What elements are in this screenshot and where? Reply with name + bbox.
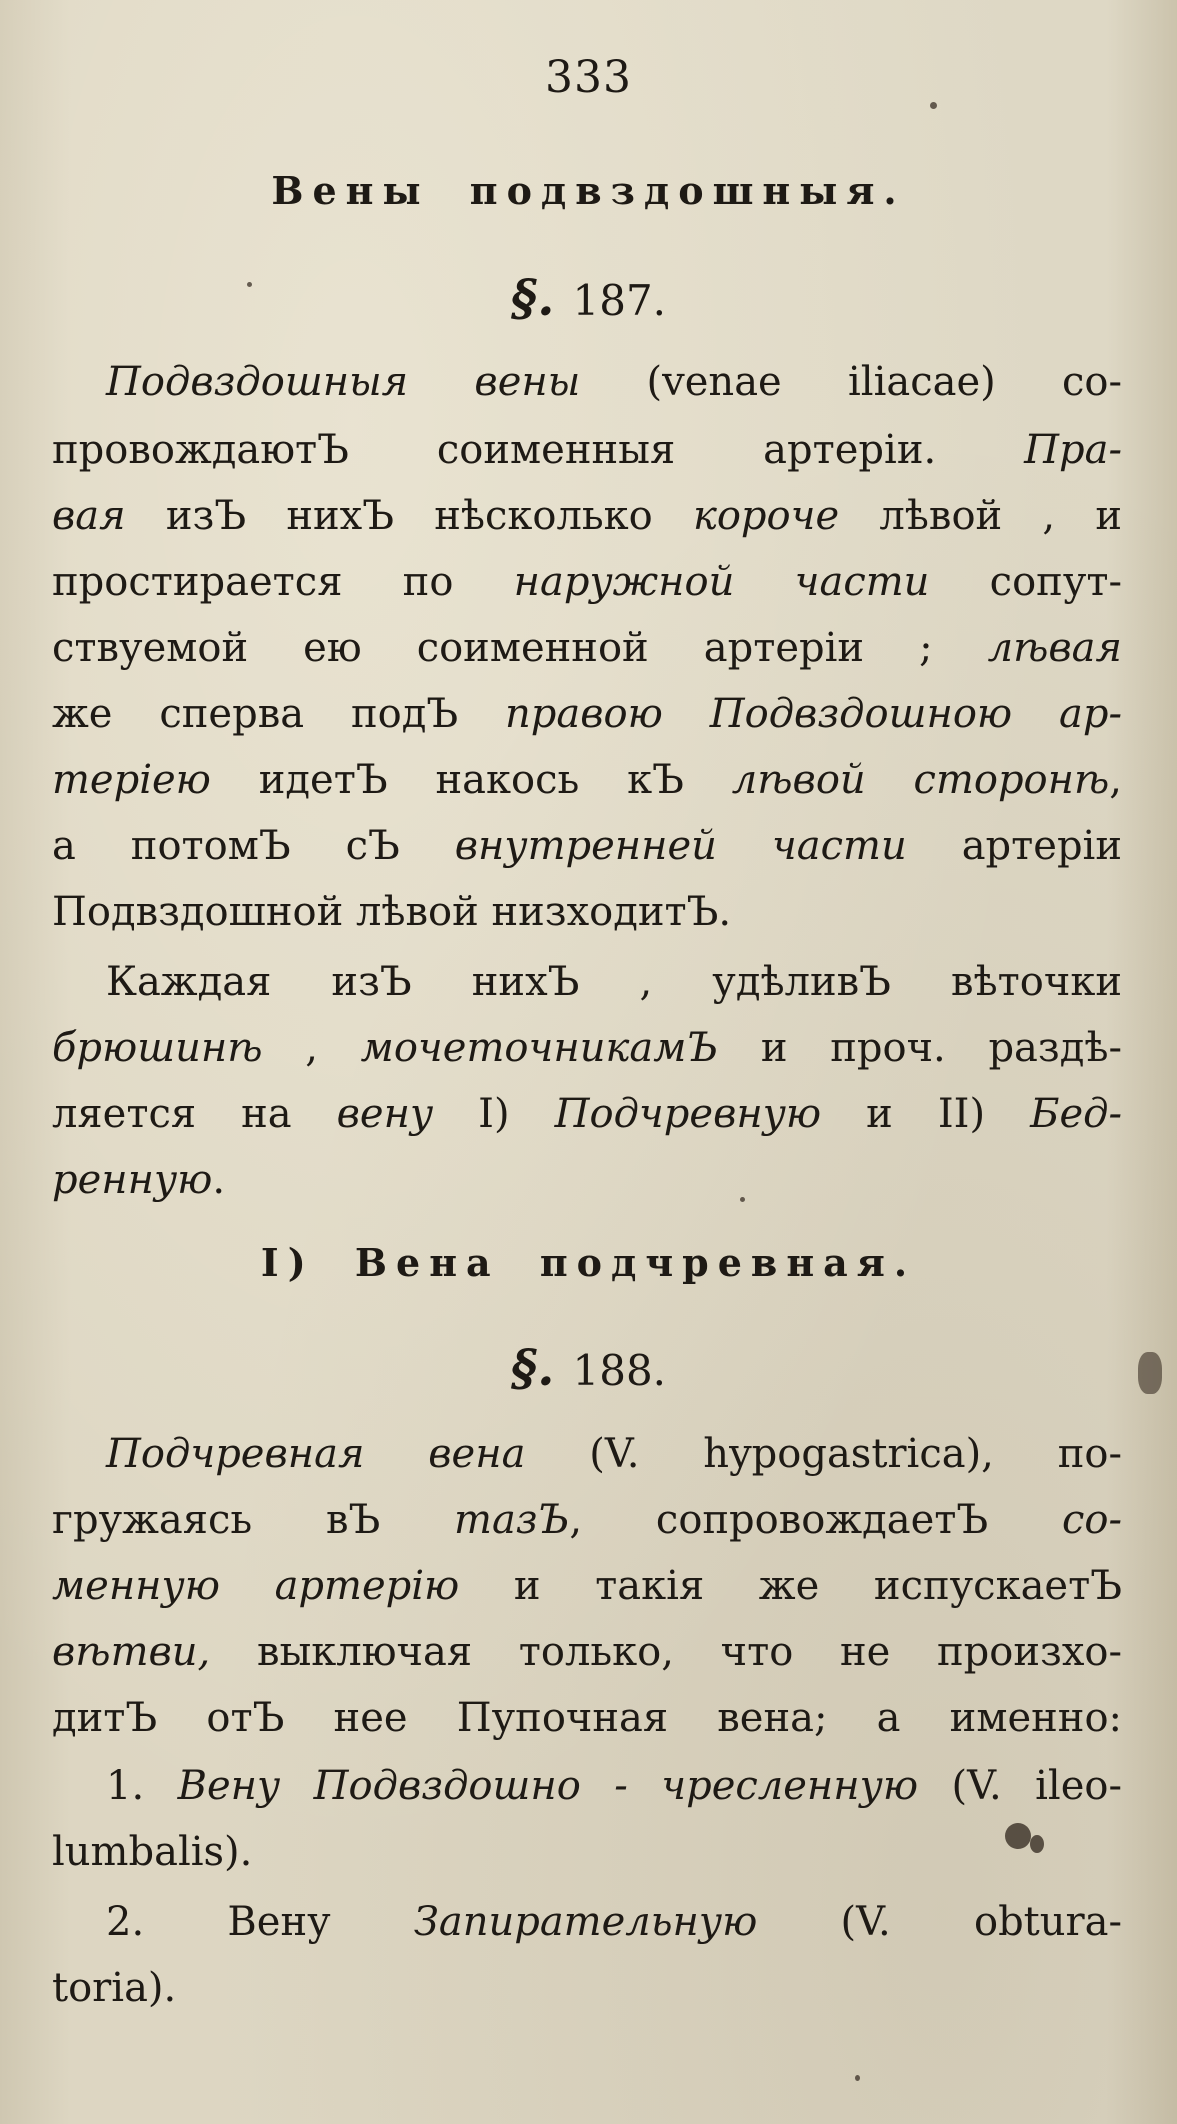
- ink-speck: [855, 2075, 860, 2081]
- paragraph-line: теріею идетЪ накось кЪ лѣвой сторонѣ,: [52, 757, 1122, 803]
- paragraph-line: Подвздошныя вены (venae iliacae) со-: [106, 359, 1122, 405]
- paragraph-line: же сперва подЪ правою Подвздошною ар-: [52, 691, 1123, 737]
- ink-speck: [930, 102, 937, 109]
- paragraph-line: брюшинѣ , мочеточникамЪ и проч. раздѣ-: [52, 1025, 1122, 1071]
- paragraph-line: провождаютЪ соименныя артеріи. Пра-: [52, 427, 1122, 473]
- paragraph-line: вая изЪ нихЪ нѣсколько короче лѣвой , и: [52, 493, 1122, 539]
- paragraph-line: а потомЪ сЪ внутренней части артеріи: [52, 823, 1123, 869]
- paragraph-line: Подчревная вена (V. hypogastrica), по-: [106, 1431, 1122, 1477]
- subsection-heading: I) Вена подчревная.: [260, 1240, 917, 1285]
- section-number: 188.: [572, 1346, 667, 1395]
- list-item: 1. Вену Подвздошно - чресленную (V. ileo-: [106, 1763, 1122, 1809]
- section-number: 187.: [572, 276, 667, 325]
- section-heading: Вены подвздошныя.: [271, 168, 906, 213]
- paragraph-line: дитЪ отЪ нее Пупочная вена; а именно:: [52, 1695, 1122, 1741]
- section-sign: §.: [510, 268, 555, 327]
- paragraph-line: ствуемой ею соименной артеріи ; лѣвая: [52, 625, 1122, 671]
- paragraph-line: lumbalis).: [52, 1829, 253, 1875]
- paragraph-line: вѣтви, выключая только, что не произхо-: [52, 1629, 1122, 1675]
- paragraph-line: ляется на вену I) Подчревную и II) Бед-: [52, 1091, 1123, 1137]
- section-number-187: [0, 268, 1177, 327]
- paragraph-line: Подвздошной лѣвой низходитЪ.: [52, 889, 732, 935]
- paragraph-line: гружаясь вЪ тазЪ, сопровождаетЪ со-: [52, 1497, 1122, 1543]
- page-number: 333: [545, 52, 632, 103]
- paragraph-line: ренную.: [52, 1157, 226, 1203]
- paragraph-line: toria).: [52, 1965, 177, 2011]
- paragraph-line: простирается по наружной части сопут-: [52, 559, 1122, 605]
- paragraph-line: Каждая изЪ нихЪ , удѣливЪ вѣточки: [106, 959, 1122, 1005]
- section-number-188: [0, 1338, 1177, 1397]
- paragraph-line: менную артерію и такія же испускаетЪ: [52, 1563, 1122, 1609]
- section-sign: §.: [510, 1338, 555, 1397]
- list-item: 2. Вену Запирательную (V. obtura-: [106, 1899, 1122, 1945]
